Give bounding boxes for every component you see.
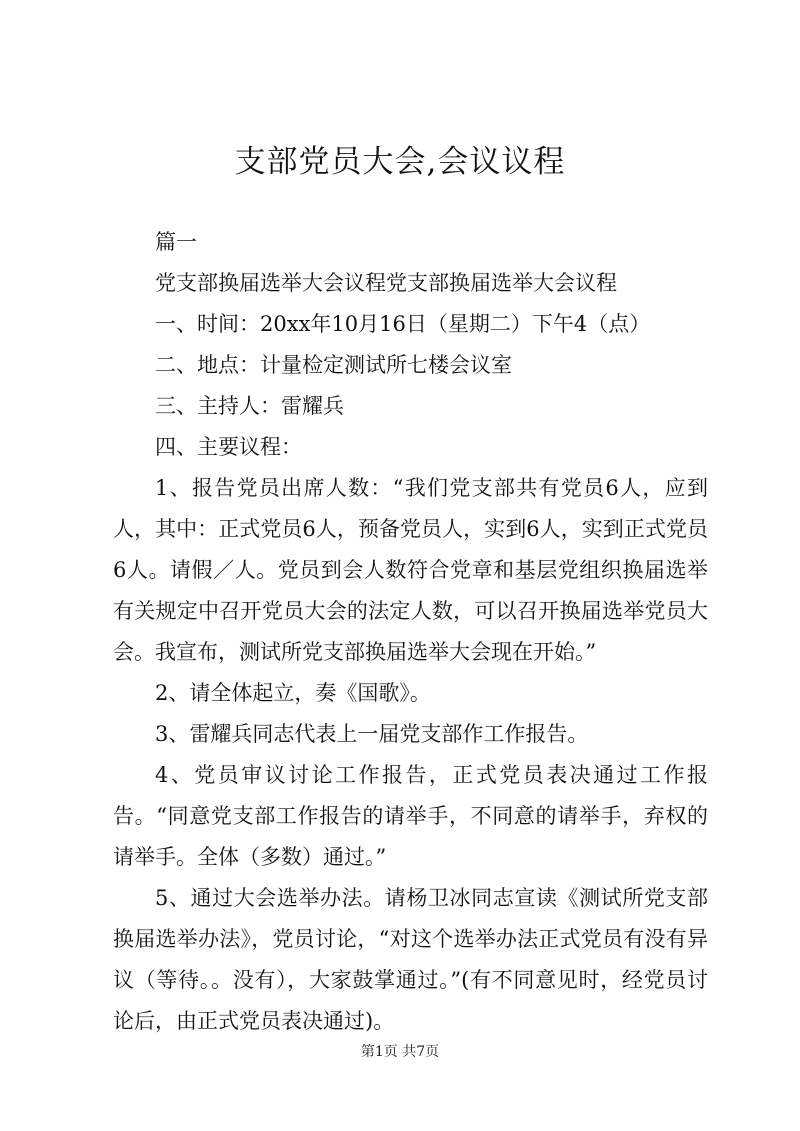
- agenda-host: 三、主持人：雷耀兵: [155, 394, 344, 418]
- agenda-item-5: 5、通过大会选举办法。请杨卫冰同志宣读《测试所党支部换届选举办法》，党员讨论，“对这个选举办法正式党员有没有异议（等待。。没有），大家鼓掌通过。”(有不同意见时，经党员讨论后，由正式党员表决通过)。: [113, 886, 708, 1033]
- agenda-item-4: 4、党员审议讨论工作报告，正式党员表决通过工作报告。“同意党支部工作报告的请举手，不同意的请举手，弃权的请举手。全体（多数）通过。”: [113, 763, 708, 869]
- agenda-main-items-heading: 四、主要议程：: [155, 435, 302, 459]
- agenda-item-1: 1、报告党员出席人数：“我们党支部共有党员6人，应到人，其中：正式党员6人，预备党员人，实到6人，实到正式党员6人。请假／人。党员到会人数符合党章和基层党组织换届选举有关规定中召开党员大会的法定人数，可以召开换届选举党员大会。我宣布，测试所党支部换届选举大会现在开始。”: [113, 476, 708, 664]
- document-body: [113, 222, 708, 1042]
- agenda-location: 二、地点：计量检定测试所七楼会议室: [155, 353, 512, 377]
- agenda-time: 一、时间：20xx年10月16日（星期二）下午4（点）: [155, 312, 651, 336]
- page-number-footer: 第1页 共7页: [360, 1044, 440, 1060]
- document-title: 支部党员大会,会议议程: [234, 144, 566, 180]
- agenda-item-2: 2、请全体起立，奏《国歌》。: [155, 681, 431, 705]
- agenda-heading: 党支部换届选举大会议程党支部换届选举大会议程: [155, 271, 617, 295]
- section-label: 篇一: [155, 230, 197, 254]
- agenda-item-3: 3、雷耀兵同志代表上一届党支部作工作报告。: [155, 722, 589, 746]
